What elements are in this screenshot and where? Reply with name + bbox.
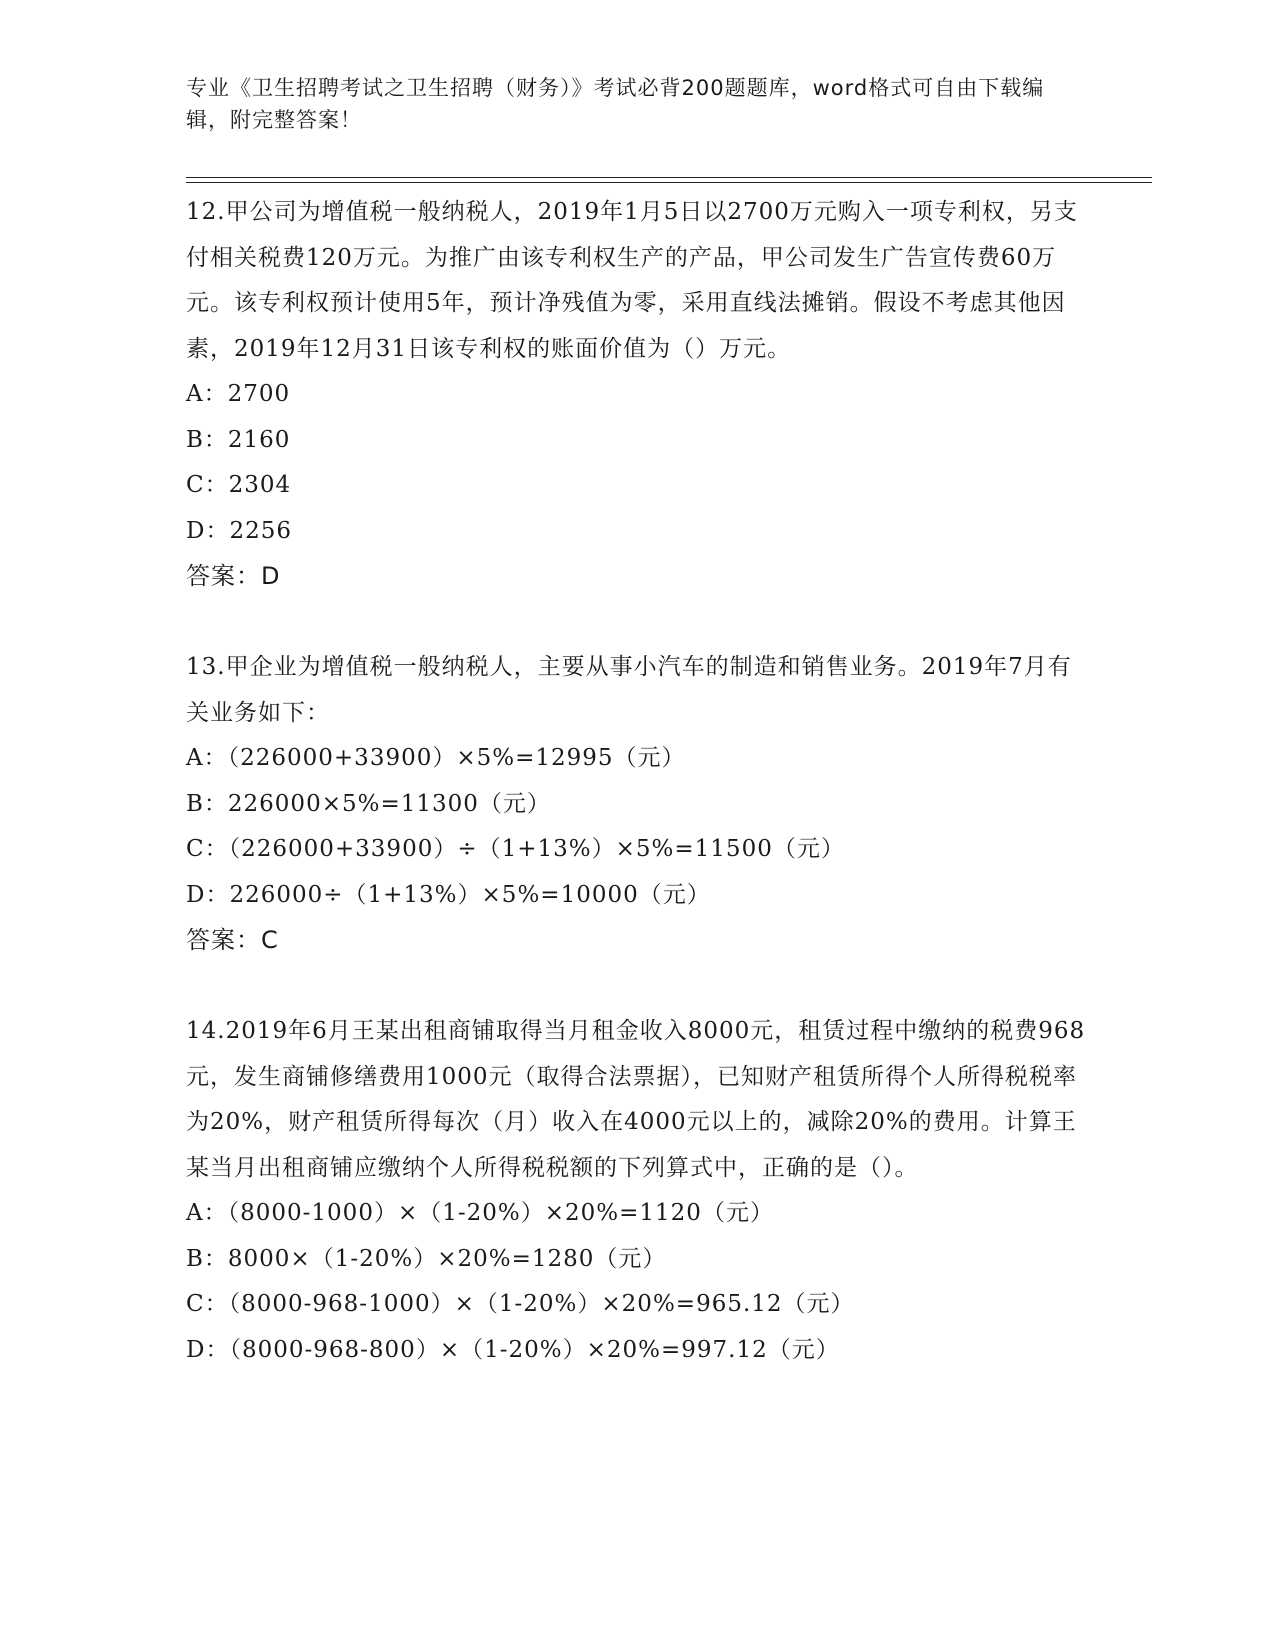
- question-spacer: [186, 964, 1086, 1010]
- header-rule-top: [186, 177, 1152, 178]
- document-header: 专业《卫生招聘考试之卫生招聘（财务）》考试必背200题题库，word格式可自由下载编辑，附完整答案！: [186, 76, 1045, 132]
- option-c: C：（226000+33900）÷（1+13%）×5%=11500（元）: [186, 836, 845, 862]
- question-12: [186, 190, 1086, 600]
- option-d: D：（8000-968-800）×（1-20%）×20%=997.12（元）: [186, 1336, 840, 1363]
- option-c: C：（8000-968-1000）×（1-20%）×20%=965.12（元）: [186, 1291, 855, 1317]
- question-stem: 13.甲企业为增值税一般纳税人，主要从事小汽车的制造和销售业务。2019年7月有关业务如下：: [186, 654, 1072, 726]
- question-list: [186, 190, 1086, 1373]
- option-d: D：2256: [186, 517, 292, 544]
- option-d: D：226000÷（1+13%）×5%=10000（元）: [186, 881, 711, 908]
- question-13: [186, 645, 1086, 964]
- question-spacer: [186, 600, 1086, 646]
- question-stem: 14.2019年6月王某出租商铺取得当月租金收入8000元，租赁过程中缴纳的税费968元，发生商铺修缮费用1000元（取得合法票据），已知财产租赁所得个人所得税税率为20%，财产租赁所得每次（月）收入在4000元以上的，减除20%的费用。计算王某当月出租商铺应缴纳个人所得税税额的下列算式中，正确的是（）。: [186, 1018, 1086, 1181]
- option-a: A：2700: [186, 381, 291, 407]
- option-b: B：226000×5%=11300（元）: [186, 790, 551, 817]
- question-14: [186, 1009, 1086, 1373]
- option-b: B：2160: [186, 426, 291, 453]
- option-b: B：8000×（1-20%）×20%=1280（元）: [186, 1245, 667, 1272]
- option-a: A：（8000-1000）×（1-20%）×20%=1120（元）: [186, 1200, 774, 1226]
- header-rule-bottom: [186, 182, 1152, 183]
- answer-line: 答案：D: [186, 562, 281, 590]
- answer-line: 答案：C: [186, 926, 279, 954]
- option-c: C：2304: [186, 472, 292, 498]
- option-a: A：（226000+33900）×5%=12995（元）: [186, 745, 686, 771]
- question-stem: 12.甲公司为增值税一般纳税人，2019年1月5日以2700万元购入一项专利权，另支付相关税费120万元。为推广由该专利权生产的产品，甲公司发生广告宣传费60万元。该专利权预计使用5年，预计净残值为零，采用直线法摊销。假设不考虑其他因素，2019年12月31日该专利权的账面价值为（）万元。: [186, 199, 1078, 362]
